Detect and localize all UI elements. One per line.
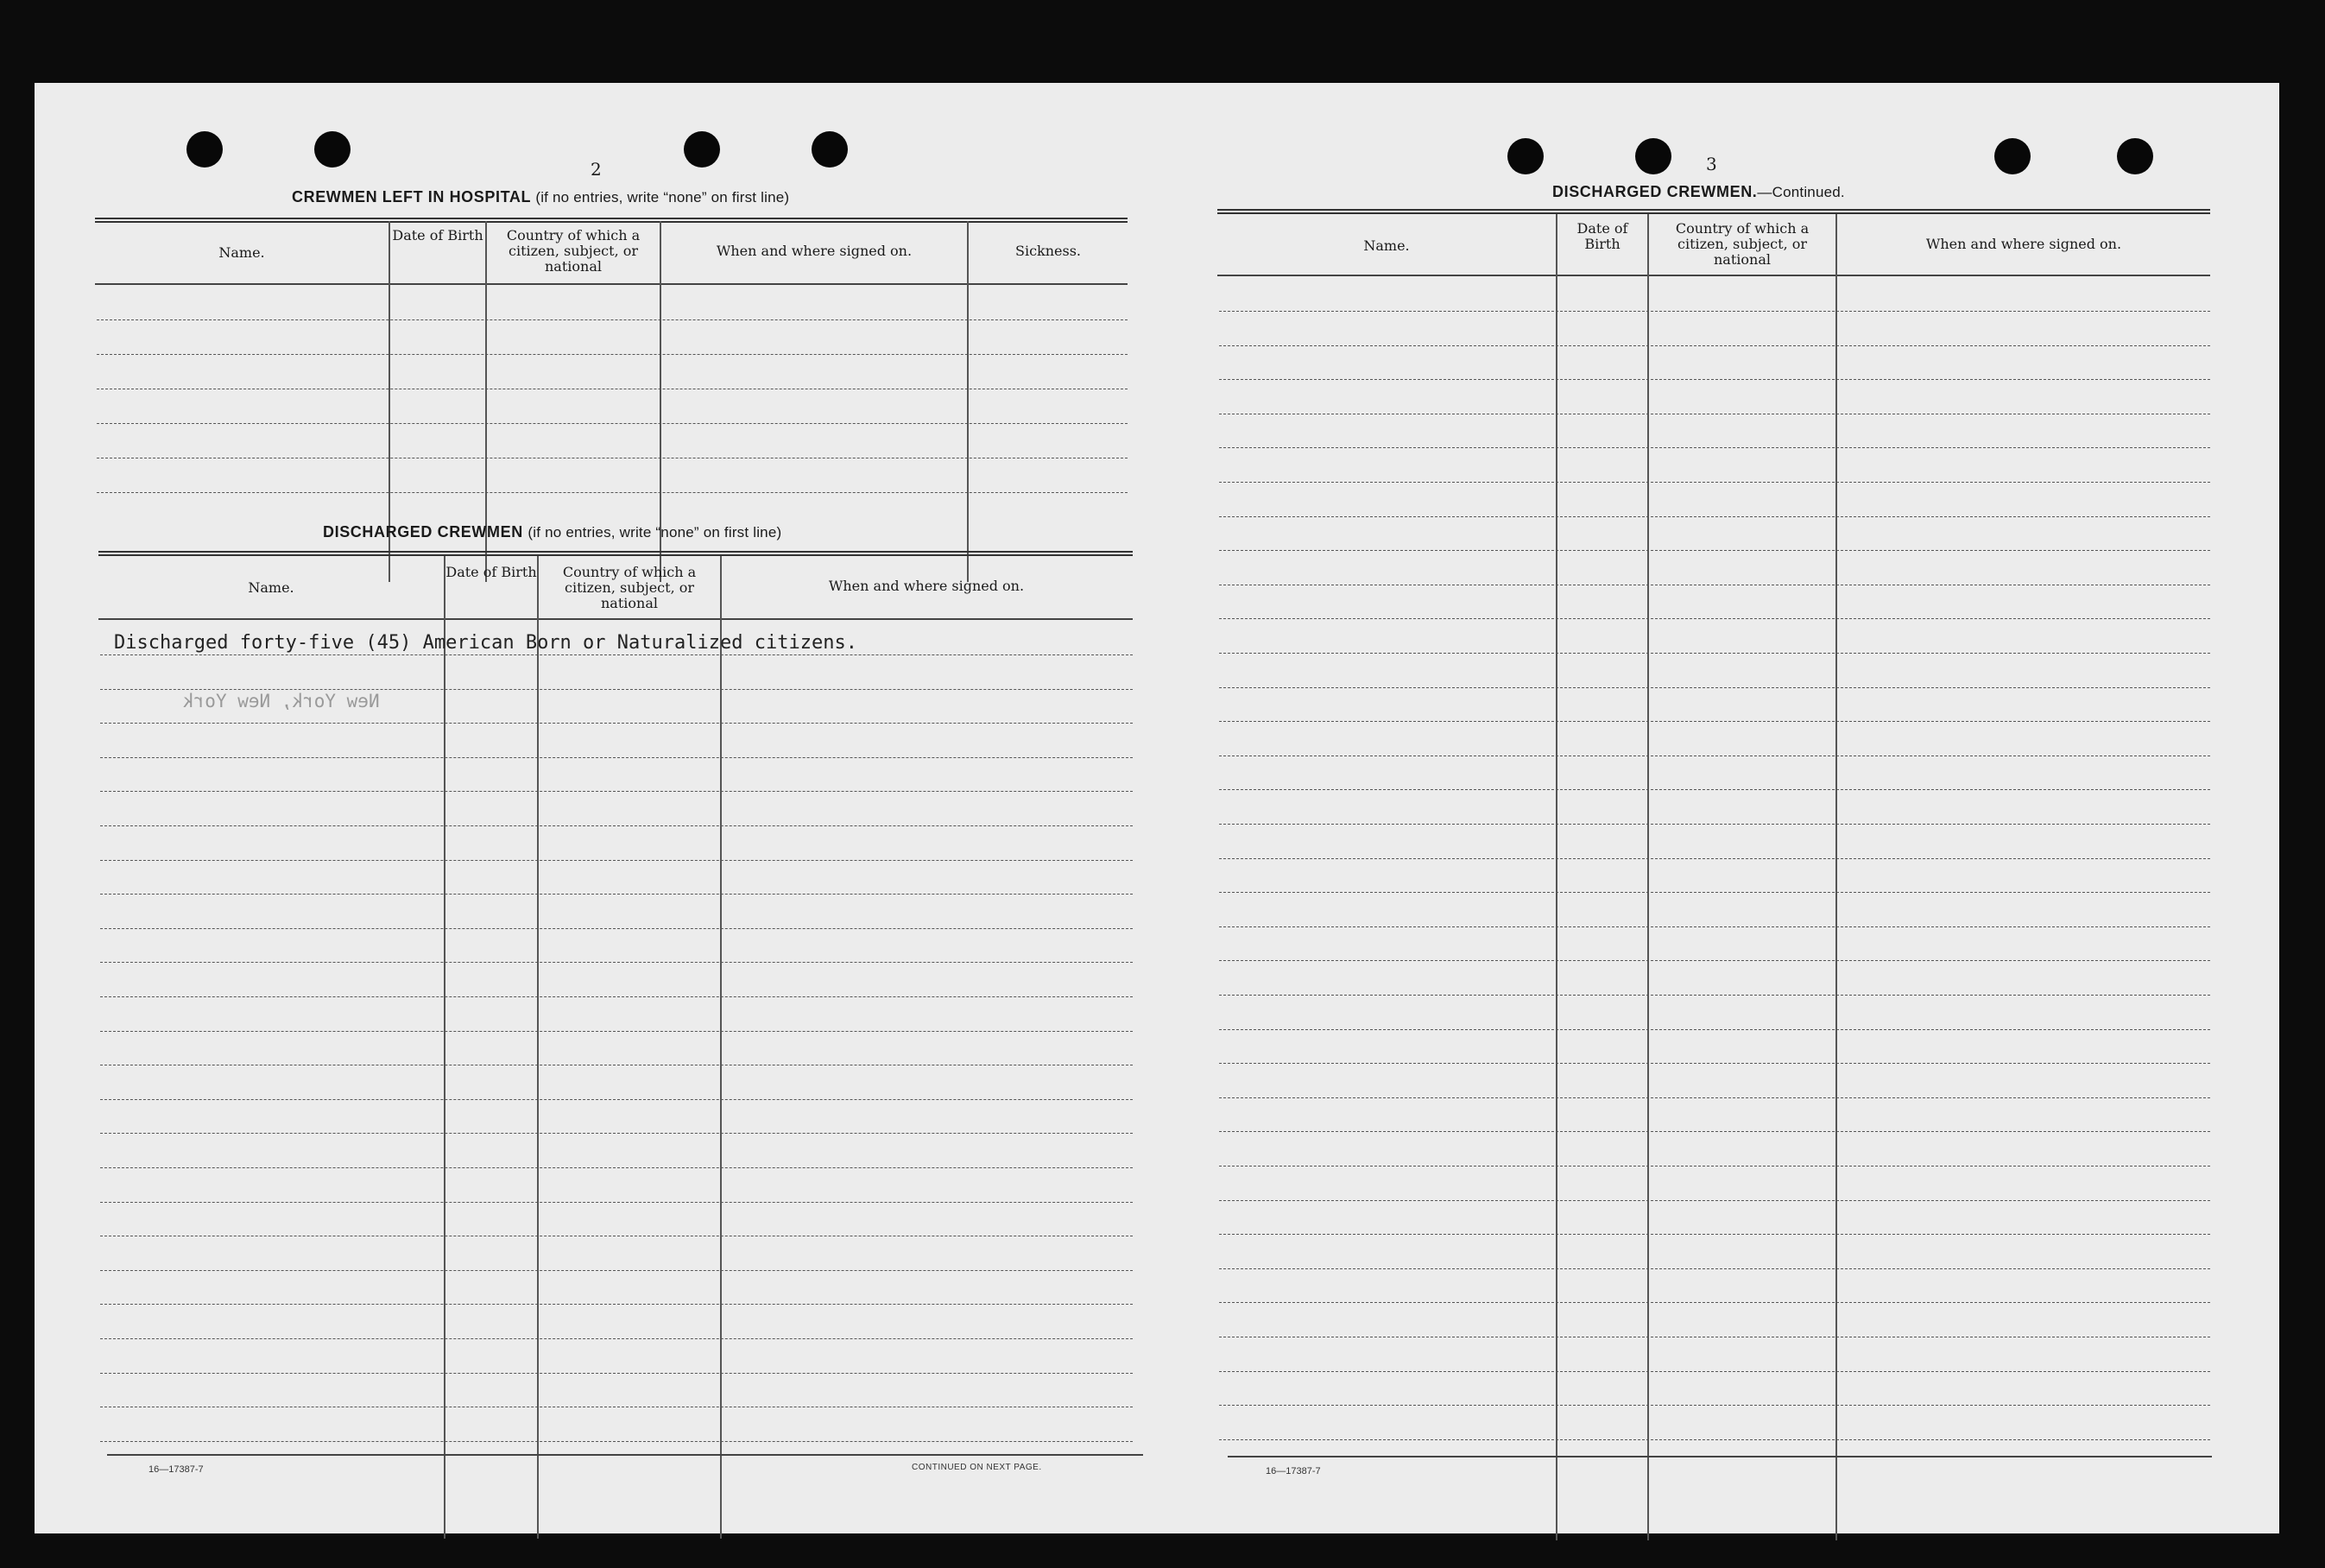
table-rule — [98, 551, 1133, 556]
ruled-line — [100, 1441, 1133, 1442]
ruled-line — [100, 825, 1133, 826]
ruled-line — [1219, 926, 2210, 927]
show-through-stamp: New York, New York — [183, 691, 380, 711]
continued-note: CONTINUED ON NEXT PAGE. — [912, 1463, 1042, 1472]
ruled-line — [1219, 618, 2210, 619]
ruled-line — [1219, 550, 2210, 551]
col-header-country: Country of which a citizen, subject, or national — [562, 564, 697, 611]
discharged-section-title: DISCHARGED CREWMEN (if no entries, write “none” on first line) — [323, 523, 782, 541]
ruled-line — [1219, 379, 2210, 380]
col-header-country: Country of which a citizen, subject, or national — [1675, 220, 1810, 268]
ruled-line — [100, 860, 1133, 861]
ruled-line — [1219, 721, 2210, 722]
column-divider — [1835, 214, 1837, 1540]
header-rule — [1217, 275, 2210, 276]
punch-hole — [1635, 138, 1671, 174]
ruled-line — [100, 962, 1133, 963]
table-rule — [1217, 209, 2210, 214]
punch-hole — [1507, 138, 1544, 174]
ruled-line — [1219, 1234, 2210, 1235]
form-number: 16—17387-7 — [1266, 1466, 1321, 1476]
ruled-line — [1219, 1131, 2210, 1132]
table-rule — [95, 218, 1128, 223]
punch-hole — [2117, 138, 2153, 174]
ruled-line — [1219, 1439, 2210, 1440]
ruled-line — [100, 996, 1133, 997]
bottom-rule — [107, 1454, 1143, 1456]
page-number: 3 — [1706, 154, 1717, 174]
column-divider — [537, 556, 539, 1539]
ruled-line — [100, 1338, 1133, 1339]
punch-hole — [314, 131, 351, 168]
col-header-signed-on: When and where signed on. — [1925, 236, 2122, 252]
ruled-line — [100, 689, 1133, 690]
ruled-line — [1219, 1029, 2210, 1030]
ruled-line — [1219, 824, 2210, 825]
right-page — [1164, 83, 2279, 1533]
ruled-line — [1219, 1371, 2210, 1372]
ruled-line — [100, 1133, 1133, 1134]
col-header-date-of-birth: Date of Birth — [1576, 220, 1628, 252]
ruled-line — [100, 1099, 1133, 1100]
column-divider — [1647, 214, 1649, 1540]
col-header-sickness: Sickness. — [1014, 243, 1081, 259]
ruled-line — [97, 423, 1128, 424]
ruled-line — [1219, 653, 2210, 654]
col-header-country: Country of which a citizen, subject, or national — [506, 227, 641, 275]
page-number: 2 — [591, 159, 602, 180]
ruled-line — [1219, 311, 2210, 312]
col-header-name: Name. — [248, 579, 294, 596]
ruled-line — [1219, 345, 2210, 346]
hospital-section-title: CREWMEN LEFT IN HOSPITAL (if no entries, write “none” on first line) — [292, 188, 790, 205]
ruled-line — [100, 1270, 1133, 1271]
bottom-rule — [1228, 1456, 2212, 1457]
ruled-line — [100, 1202, 1133, 1203]
ruled-line — [100, 757, 1133, 758]
ruled-line — [100, 1031, 1133, 1032]
ruled-line — [97, 319, 1128, 320]
ruled-line — [1219, 1405, 2210, 1406]
ruled-line — [1219, 516, 2210, 517]
ruled-line — [97, 492, 1128, 493]
ruled-line — [1219, 892, 2210, 893]
punch-hole — [186, 131, 223, 168]
ruled-line — [1219, 1200, 2210, 1201]
header-rule — [98, 618, 1133, 620]
punch-hole — [1994, 138, 2031, 174]
ruled-line — [100, 791, 1133, 792]
column-divider — [720, 556, 722, 1539]
ruled-line — [100, 723, 1133, 724]
ruled-line — [1219, 858, 2210, 859]
ruled-line — [1219, 960, 2210, 961]
ruled-line — [1219, 1063, 2210, 1064]
ruled-line — [1219, 1302, 2210, 1303]
col-header-signed-on: When and where signed on. — [716, 243, 913, 259]
header-rule — [95, 283, 1128, 285]
ruled-line — [1219, 1166, 2210, 1167]
ruled-line — [100, 1373, 1133, 1374]
ruled-line — [100, 1167, 1133, 1168]
ruled-line — [1219, 482, 2210, 483]
col-header-signed-on: When and where signed on. — [828, 578, 1025, 594]
ruled-line — [100, 894, 1133, 895]
column-divider — [1556, 214, 1557, 1540]
col-header-date-of-birth: Date of Birth — [392, 227, 483, 243]
form-number: 16—17387-7 — [148, 1464, 204, 1475]
ruled-line — [1219, 687, 2210, 688]
ruled-line — [100, 1304, 1133, 1305]
ruled-line — [100, 654, 1133, 655]
ruled-line — [1219, 995, 2210, 996]
col-header-name: Name. — [1363, 237, 1410, 254]
punch-hole — [812, 131, 848, 168]
ruled-line — [97, 354, 1128, 355]
col-header-date-of-birth: Date of Birth — [445, 564, 537, 580]
ruled-line — [1219, 447, 2210, 448]
punch-hole — [684, 131, 720, 168]
ruled-line — [1219, 789, 2210, 790]
ruled-line — [1219, 1268, 2210, 1269]
left-page — [35, 83, 1166, 1533]
column-divider — [444, 556, 445, 1539]
typed-entry: Discharged forty-five (45) American Born or Naturalized citizens. — [114, 632, 857, 654]
col-header-name: Name. — [218, 244, 265, 261]
discharged-continued-title: DISCHARGED CREWMEN.—Continued. — [1552, 183, 1845, 200]
ruled-line — [1219, 1097, 2210, 1098]
column-divider — [967, 221, 969, 582]
ruled-line — [100, 928, 1133, 929]
